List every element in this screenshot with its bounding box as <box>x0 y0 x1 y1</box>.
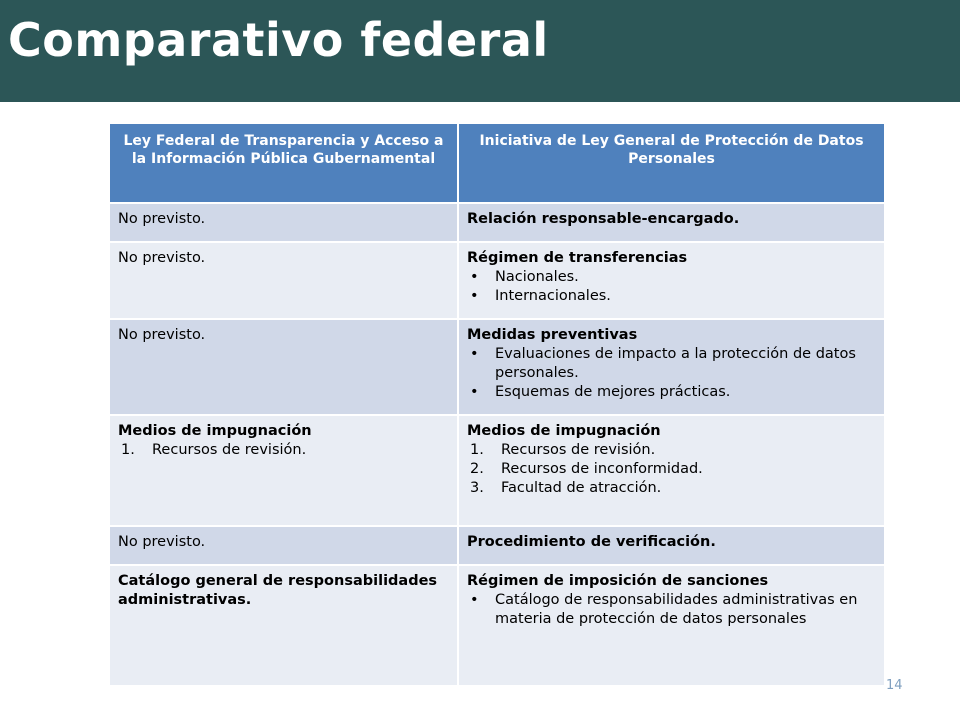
row-cell-left <box>110 319 458 415</box>
table-row <box>110 415 884 526</box>
cell-title: Medios de impugnación <box>467 423 661 439</box>
row-cell-right <box>458 565 884 685</box>
cell-text: No previsto. <box>118 250 206 266</box>
row-cell-right <box>458 526 884 565</box>
list-number: 3. <box>470 480 484 496</box>
bullet-list <box>467 591 876 629</box>
list-number: 1. <box>121 442 135 458</box>
table-row <box>110 242 884 319</box>
row-cell-left <box>110 203 458 242</box>
list-item <box>467 441 876 460</box>
cell-title: Catálogo general de responsabilidades administrativas. <box>118 573 438 608</box>
list-item: • Esquemas de mejores prácticas. <box>467 383 876 402</box>
list-item <box>467 479 876 498</box>
cell-text: No previsto. <box>118 534 206 550</box>
cell-title: Régimen de imposición de sanciones <box>467 573 769 589</box>
list-number: 1. <box>470 442 484 458</box>
title-bar <box>0 0 960 102</box>
row-cell-left <box>110 415 458 526</box>
row-cell-right <box>458 319 884 415</box>
row-cell-right <box>458 415 884 526</box>
row-cell-left <box>110 526 458 565</box>
row-cell-left <box>110 242 458 319</box>
table-row <box>110 526 884 565</box>
row-cell-right <box>458 203 884 242</box>
cell-text: No previsto. <box>118 327 206 343</box>
list-text: Recursos de revisión. <box>152 442 307 458</box>
list-item: • Nacionales. <box>467 268 876 287</box>
header-federal-law: Ley Federal de Transparencia y Acceso a la Información Pública Gubernamental <box>110 124 458 203</box>
row-cell-left <box>110 565 458 685</box>
table-row <box>110 319 884 415</box>
numbered-list <box>118 441 449 460</box>
list-text: Recursos de revisión. <box>501 442 656 458</box>
row-cell-right <box>458 242 884 319</box>
cell-title: Procedimiento de verificación. <box>467 534 716 550</box>
cell-title: Relación responsable-encargado. <box>467 211 740 227</box>
list-item <box>118 441 449 460</box>
list-item: • Evaluaciones de impacto a la protección de datos personales. <box>467 345 876 383</box>
numbered-list <box>467 441 876 498</box>
list-item: • Internacionales. <box>467 287 876 306</box>
cell-title: Régimen de transferencias <box>467 250 688 266</box>
list-text: Recursos de inconformidad. <box>501 461 703 477</box>
table-row <box>110 565 884 685</box>
page-number: 14 <box>886 678 903 693</box>
bullet-list <box>467 268 876 306</box>
list-text: Facultad de atracción. <box>501 480 662 496</box>
cell-text: No previsto. <box>118 211 206 227</box>
cell-title: Medidas preventivas <box>467 327 638 343</box>
cell-title: Medios de impugnación <box>118 423 312 439</box>
table-header-row <box>110 124 884 203</box>
list-item: • Catálogo de responsabilidades administrativas en materia de protección de datos personales <box>467 591 876 629</box>
bullet-list <box>467 345 876 402</box>
comparison-table <box>110 124 884 685</box>
header-general-initiative: Iniciativa de Ley General de Protección de Datos Personales <box>458 124 884 203</box>
slide-title: Comparativo federal <box>8 13 549 67</box>
table-row <box>110 203 884 242</box>
list-number: 2. <box>470 461 484 477</box>
list-item <box>467 460 876 479</box>
